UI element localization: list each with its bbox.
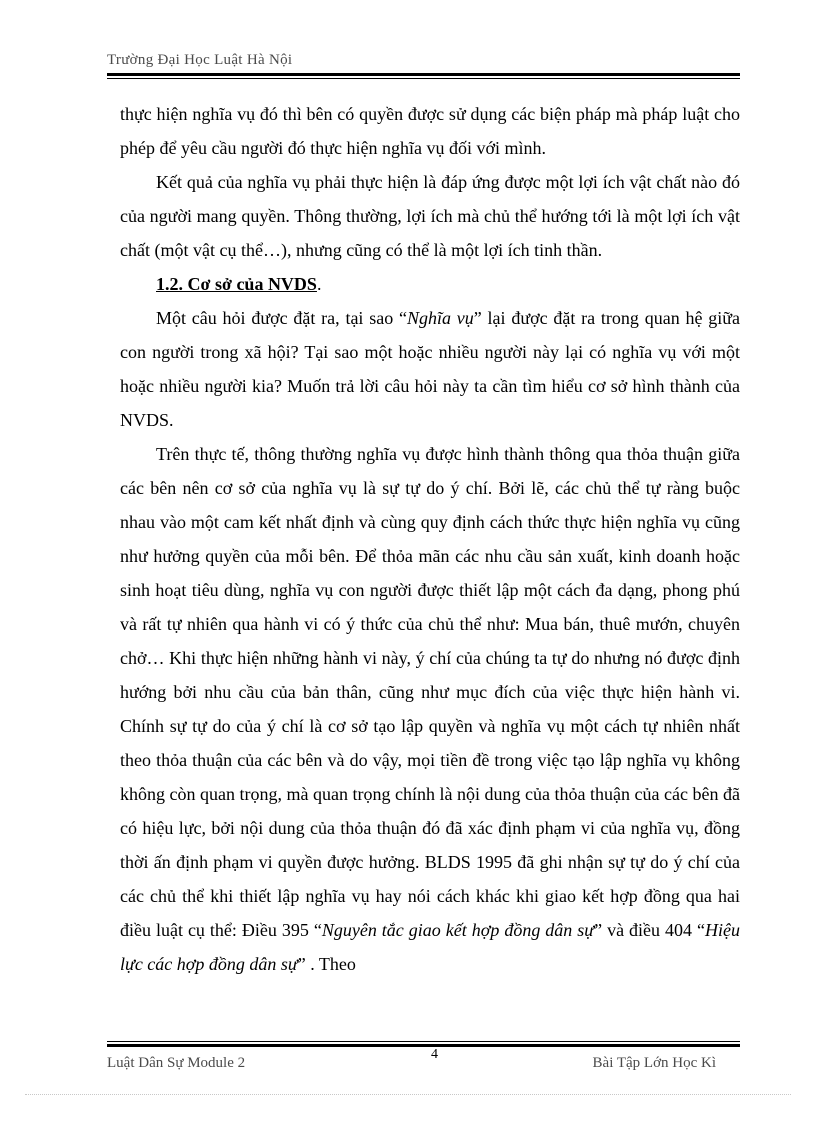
- paragraph-result: Kết quả của nghĩa vụ phải thực hiện là đáp ứng được một lợi ích vật chất nào đó của người mang quyền. Thông thường, lợi ích mà chủ thể hướng tới là một lợi ích vật chất (một vật cụ thể…), nhưng cũng có thể là một lợi ích tinh thần.: [120, 172, 740, 260]
- text-run: Một câu hỏi được đặt ra, tại sao “: [156, 308, 407, 328]
- text-run: ” . Theo: [297, 954, 356, 974]
- header-title: Trường Đại Học Luật Hà Nội: [107, 52, 293, 68]
- footer-right: Bài Tập Lớn Học Kì: [592, 1055, 716, 1071]
- footer-rule: [107, 1044, 740, 1047]
- section-heading-period: .: [316, 274, 322, 294]
- footer-rule-thin: [107, 1041, 740, 1042]
- footer-left: Luật Dân Sự Module 2: [107, 1055, 246, 1071]
- paragraph-basis: [120, 437, 740, 981]
- paragraph-continuation: thực hiện nghĩa vụ đó thì bên có quyền được sử dụng các biện pháp mà pháp luật cho phép để yêu cầu người đó thực hiện nghĩa vụ đối với mình.: [120, 104, 740, 158]
- section-heading: 1.2. Cơ sở của NVDS: [156, 274, 317, 294]
- emphasis-text: Hiệu lực các hợp đồng dân sự: [120, 920, 740, 974]
- text-run: ” lại được đặt ra trong quan hệ giữa con người trong xã hội? Tại sao một hoặc nhiều người này lại có nghĩa vụ với một hoặc nhiều người kia? Muốn trả lời câu hỏi này ta cần tìm hiểu cơ sở hình thành của NVDS.: [120, 308, 741, 430]
- page-number: 4: [431, 1047, 438, 1062]
- text-run: ” và điều 404 “: [594, 920, 705, 940]
- header-rule-thin: [107, 78, 740, 79]
- paragraph-question: [120, 301, 740, 437]
- page-boundary: [25, 1094, 791, 1095]
- document-body: [120, 97, 740, 981]
- text-run: Trên thực tế, thông thường nghĩa vụ được hình thành thông qua thỏa thuận giữa các bên nên cơ sở của nghĩa vụ là sự tự do ý chí. Bởi lẽ, các chủ thể tự ràng buộc nhau vào một cam kết nhất định và cùng quy định cách thức thực hiện nghĩa vụ cũng như hưởng quyền của mỗi bên. Để thỏa mãn các nhu cầu sản xuất, kinh doanh hoặc sinh hoạt tiêu dùng, nghĩa vụ con người được thiết lập một cách đa dạng, phong phú và rất tự nhiên qua hành vi có ý thức của chủ thể như: Mua bán, thuê mướn, chuyên chở… Khi thực hiện những hành vi này, ý chí của chúng ta tự do nhưng nó được định hướng bởi nhu cầu của bản thân, cũng như mục đích của việc thực hiện hành vi. Chính sự tự do của ý chí là cơ sở tạo lập quyền và nghĩa vụ một cách tự nhiên nhất theo thỏa thuận của các bên và do vậy, mọi tiền đề trong việc tạo lập nghĩa vụ không không còn quan trọng, mà quan trọng chính là nội dung của thỏa thuận của các bên đã có hiệu lực, bởi nội dung của thỏa thuận đó đã xác định phạm vi của nghĩa vụ, đồng thời ấn định phạm vi quyền được hưởng. BLDS 1995 đã ghi nhận sự tự do ý chí của các chủ thể khi thiết lập nghĩa vụ hay nói cách khác khi giao kết hợp đồng qua hai điều luật cụ thể: Điều 395 “: [120, 444, 740, 940]
- emphasis-text: Nguyên tắc giao kết hợp đồng dân sự: [321, 920, 595, 940]
- section-heading-line: [120, 267, 740, 301]
- emphasis-text: Nghĩa vụ: [406, 308, 474, 328]
- header-rule: [107, 73, 740, 76]
